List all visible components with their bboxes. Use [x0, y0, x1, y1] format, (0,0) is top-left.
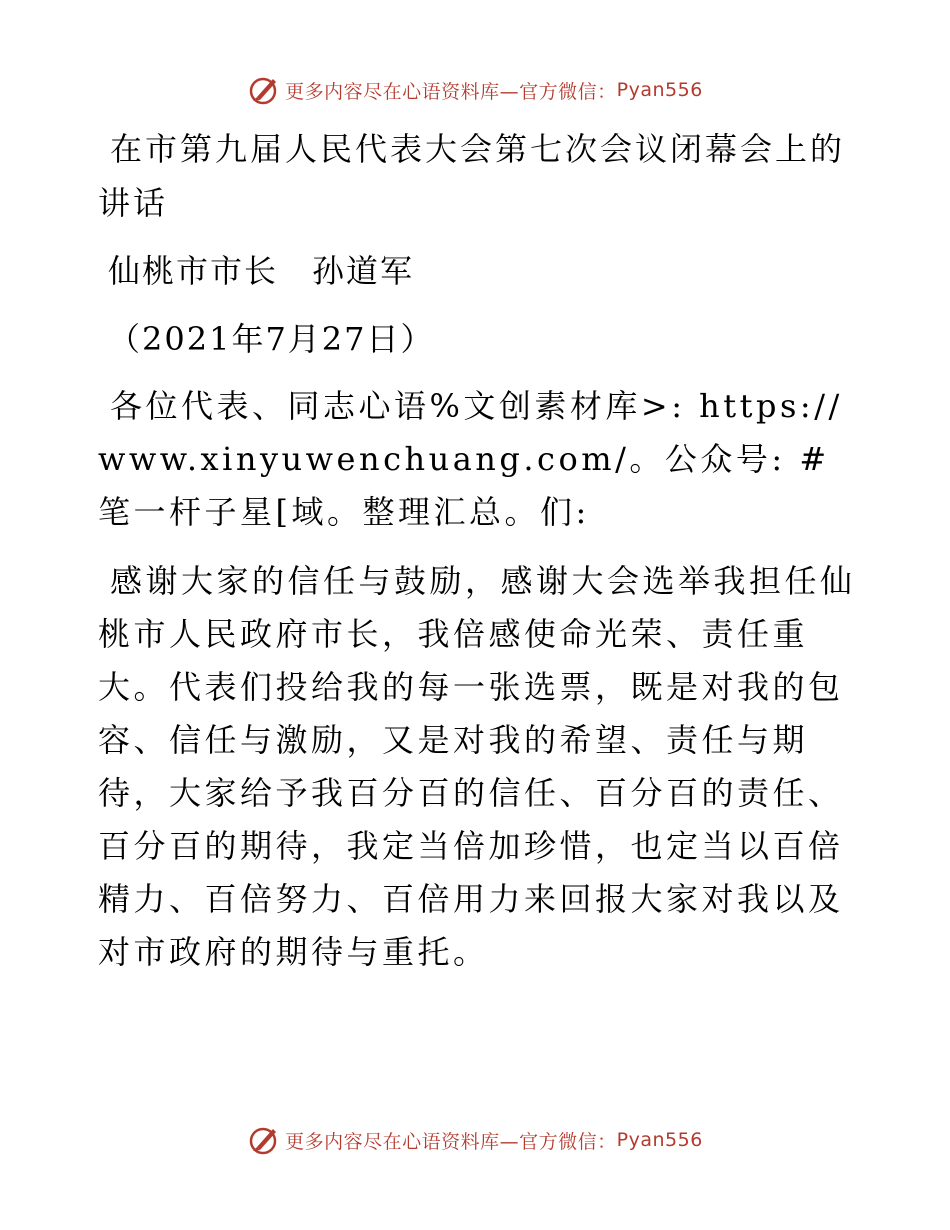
- banner-text: 更多内容尽在心语资料库—官方微信：: [285, 1130, 617, 1153]
- pen-logo-icon: [247, 73, 281, 107]
- speech-date: （2021年7月27日）: [108, 320, 435, 358]
- author-line: 仙桃市市长 孙道军: [108, 252, 415, 290]
- pen-logo-icon: [247, 1123, 281, 1157]
- document-title: 在市第九届人民代表大会第七次会议闭幕会上的讲话: [98, 130, 846, 222]
- body-paragraph: 感谢大家的信任与鼓励，感谢大会选举我担任仙桃市人民政府市长，我倍感使命光荣、责任重大。代表们投给我的每一张选票，既是对我的包容、信任与激励，又是对我的希望、责任与期待，大家给予我百分百的信任、百分百的责任、百分百的期待，我定当倍加珍惜，也定当以百倍精力、百倍努力、百倍用力来回报大家对我以及对市政府的期待与重托。: [98, 562, 856, 971]
- banner-wechat-id: Pyan556: [616, 79, 703, 101]
- header-watermark: [0, 70, 950, 110]
- document-body: [98, 122, 858, 979]
- banner-text: 更多内容尽在心语资料库—官方微信：: [285, 80, 617, 103]
- footer-watermark: [0, 1120, 950, 1160]
- greeting-paragraph: 各位代表、同志心语%文创素材库>: https:// www.xinyuwenchuang.com/。公众号: #笔一杆子星[域。整理汇总。们:: [98, 387, 843, 531]
- banner-wechat-id: Pyan556: [616, 1129, 703, 1151]
